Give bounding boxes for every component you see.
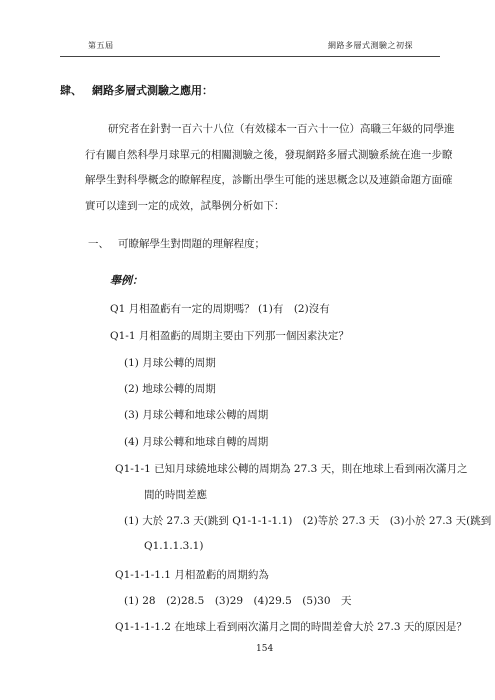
subsection-number: 一、 — [88, 238, 109, 250]
question-q1: Q1 月相盈虧有一定的周期嗎？ (1)有 (2)沒有 — [110, 303, 330, 315]
question-text: 間的時間差應 — [144, 489, 207, 501]
option-item: (1) 28 (2)28.5 (3)29 (4)29.5 (5)30 天 — [124, 595, 352, 607]
intro-line: 研究者在針對一百六十八位（有效樣本一百六十一位）高職三年級的同學進 — [108, 123, 455, 135]
header-rule — [60, 56, 440, 57]
subsection-title: 可瞭解學生對問題的理解程度； — [118, 238, 265, 250]
section-number: 肆、 — [60, 84, 82, 97]
option-item: (3) 月球公轉和地球公轉的周期 — [124, 409, 269, 421]
intro-line: 實可以達到一定的成效，試舉例分析如下： — [85, 200, 285, 212]
question-q1-1-1-1-2: Q1-1-1-1.2 在地球上看到兩次滿月之間的時間差會大於 27.3 天的原因是？ — [115, 621, 467, 633]
option-item: (2) 地球公轉的周期 — [124, 383, 216, 395]
header-right: 網路多層式測驗之初探 — [328, 41, 413, 50]
intro-line: 行有關自然科學月球單元的相關測驗之後，發現網路多層式測驗系統在進一步瞭 — [85, 149, 453, 161]
question-text: Q1-1-1-1.1 月相盈虧的周期約為 — [115, 569, 269, 581]
question-q1-1: Q1-1 月相盈虧的周期主要由下列那一個因素決定？ — [110, 330, 349, 342]
option-item: (4) 月球公轉和地球自轉的周期 — [124, 436, 269, 448]
question-text: Q1-1-1 已知月球繞地球公轉的周期為 27.3 天，則在地球上看到兩次滿月之 — [115, 463, 468, 475]
section-title: 網路多層式測驗之應用： — [92, 84, 213, 97]
page-number: 154 — [256, 644, 274, 654]
option-item: (1) 月球公轉的周期 — [124, 357, 216, 369]
option-item: (1) 大於 27.3 天(跳到 Q1-1-1-1.1) (2)等於 27.3 天 (3)小於 27.3 天(跳到 — [124, 515, 492, 527]
header-left: 第五屆 — [88, 41, 114, 50]
example-label: 舉例： — [110, 274, 143, 287]
intro-line: 解學生對科學概念的瞭解程度，診斷出學生可能的迷思概念以及連鎖命題方面確 — [85, 174, 453, 186]
option-item: Q1.1.1.3.1) — [144, 540, 204, 552]
